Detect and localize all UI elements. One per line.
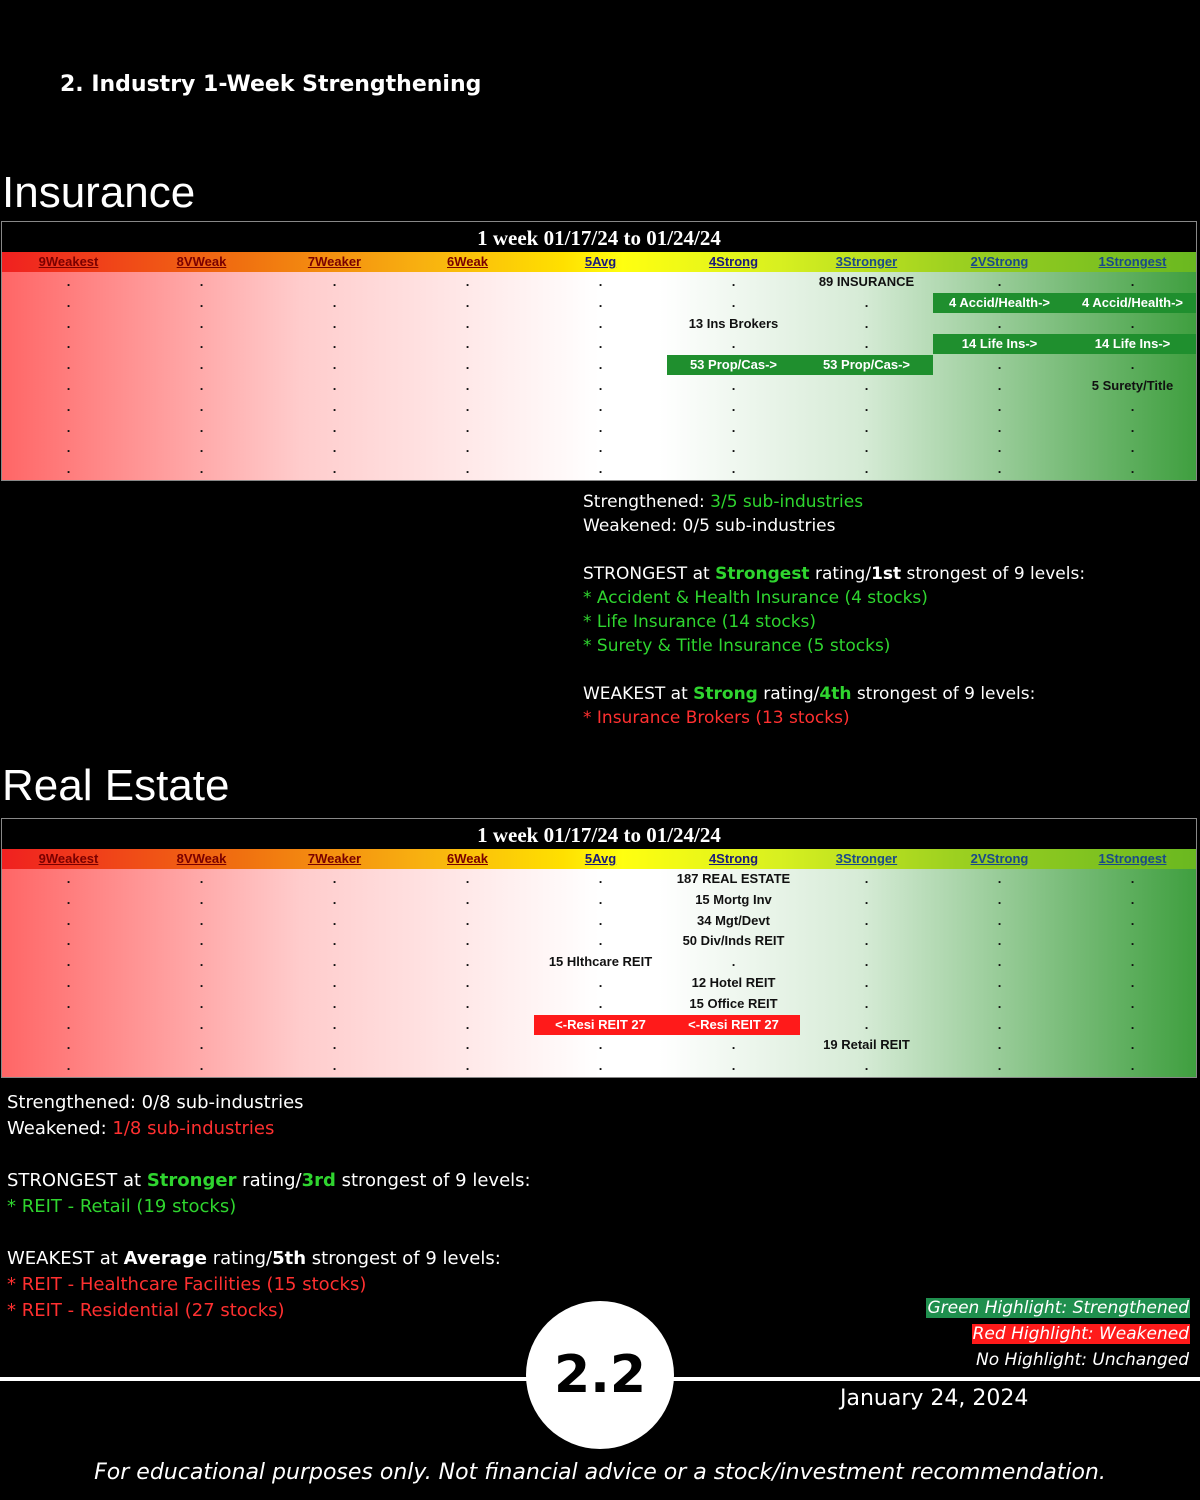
empty-cell: . [1130, 954, 1135, 970]
empty-cell: . [332, 357, 337, 373]
empty-cell: . [465, 378, 470, 393]
realestate-weakest-line: WEAKEST at Average rating/5th strongest of 9 levels: [7, 1248, 501, 1269]
industry-cell: 12 Hotel REIT [691, 975, 776, 990]
empty-cell: . [1130, 440, 1135, 456]
realestate-cells [2, 869, 1196, 1078]
empty-cell: . [332, 891, 337, 907]
empty-cell: . [1130, 274, 1135, 289]
legend-green: Green Highlight: Strengthened [927, 1298, 1189, 1318]
empty-cell: . [199, 357, 204, 373]
empty-cell: . [332, 336, 337, 352]
empty-cell: . [864, 419, 869, 435]
level-header-6weak: 6Weak [447, 851, 488, 866]
industry-cell: 34 Mgt/Devt [697, 912, 770, 928]
empty-cell: . [465, 912, 470, 928]
empty-cell: . [997, 461, 1002, 477]
empty-cell: . [864, 294, 869, 310]
empty-cell: . [864, 378, 869, 393]
industry-cell: 89 INSURANCE [818, 274, 915, 289]
empty-cell: . [997, 398, 1002, 414]
realestate-grid-title: 1 week 01/17/24 to 01/24/24 [2, 819, 1196, 849]
empty-cell: . [864, 1058, 869, 1074]
empty-cell: . [997, 419, 1002, 435]
insurance-level-header [2, 252, 1196, 272]
empty-cell: . [199, 461, 204, 477]
empty-cell: . [731, 336, 736, 352]
empty-cell: . [864, 336, 869, 352]
level-header-2vstrong: 2VStrong [970, 254, 1029, 269]
empty-cell: . [332, 461, 337, 477]
empty-cell: . [997, 440, 1002, 456]
empty-cell: . [66, 1037, 71, 1053]
insurance-strongest-line: STRONGEST at Strongest rating/1st strongest of 9 levels: [583, 564, 1086, 584]
empty-cell: . [465, 357, 470, 373]
industry-cell: 4 Accid/Health-> [933, 293, 1066, 313]
empty-cell: . [864, 461, 869, 477]
empty-cell: . [864, 398, 869, 414]
empty-cell: . [199, 336, 204, 352]
realestate-strengthened-line: Strengthened: 0/8 sub-industries [7, 1092, 304, 1113]
empty-cell: . [199, 378, 204, 393]
empty-cell: . [598, 1058, 603, 1074]
empty-cell: . [199, 891, 204, 907]
empty-cell: . [199, 871, 204, 886]
level-header-1strongest: 1Strongest [1098, 851, 1167, 866]
realestate-grid [1, 818, 1197, 1078]
insurance-section-title: Insurance [2, 168, 196, 217]
industry-cell: 15 Office REIT [689, 995, 778, 1011]
industry-cell: <-Resi REIT 27 [534, 1015, 667, 1035]
empty-cell: . [864, 933, 869, 949]
realestate-notes [7, 1090, 531, 1324]
empty-cell: . [864, 975, 869, 990]
empty-cell: . [864, 440, 869, 456]
empty-cell: . [66, 975, 71, 990]
level-header-4strong: 4Strong [708, 851, 759, 866]
realestate-weakened-value: 1/8 sub-industries [112, 1118, 275, 1139]
industry-cell: 13 Ins Brokers [688, 315, 779, 331]
level-header-5avg: 5Avg [584, 254, 617, 269]
empty-cell: . [199, 954, 204, 970]
empty-cell: . [66, 398, 71, 414]
empty-cell: . [465, 1058, 470, 1074]
empty-cell: . [465, 975, 470, 990]
level-header-9weakest: 9Weakest [38, 851, 99, 866]
empty-cell: . [731, 440, 736, 456]
empty-cell: . [332, 1037, 337, 1053]
level-header-6weak: 6Weak [447, 254, 488, 269]
empty-cell: . [997, 274, 1002, 289]
empty-cell: . [332, 1016, 337, 1032]
empty-cell: . [66, 1058, 71, 1074]
empty-cell: . [598, 419, 603, 435]
empty-cell: . [465, 274, 470, 289]
empty-cell: . [997, 871, 1002, 886]
empty-cell: . [332, 294, 337, 310]
empty-cell: . [1130, 995, 1135, 1011]
empty-cell: . [465, 1016, 470, 1032]
empty-cell: . [1130, 419, 1135, 435]
empty-cell: . [598, 995, 603, 1011]
empty-cell: . [66, 336, 71, 352]
level-header-9weakest: 9Weakest [38, 254, 99, 269]
page-heading: 2. Industry 1-Week Strengthening [60, 72, 482, 97]
level-header-8vweak: 8VWeak [176, 851, 227, 866]
level-header-3stronger: 3Stronger [835, 851, 898, 866]
realestate-weakest-item: * REIT - Residential (27 stocks) [7, 1300, 285, 1321]
level-header-5avg: 5Avg [584, 851, 617, 866]
insurance-weakest-item: * Insurance Brokers (13 stocks) [583, 708, 850, 728]
empty-cell: . [66, 294, 71, 310]
empty-cell: . [598, 357, 603, 373]
empty-cell: . [997, 954, 1002, 970]
level-header-8vweak: 8VWeak [176, 254, 227, 269]
level-header-7weaker: 7Weaker [307, 851, 362, 866]
empty-cell: . [1130, 891, 1135, 907]
insurance-weakest-line: WEAKEST at Strong rating/4th strongest of 9 levels: [583, 684, 1036, 704]
insurance-strengthened-line: Strengthened: 3/5 sub-industries [583, 492, 864, 512]
empty-cell: . [332, 954, 337, 970]
industry-cell: 50 Div/Inds REIT [682, 933, 785, 949]
empty-cell: . [66, 912, 71, 928]
empty-cell: . [598, 336, 603, 352]
insurance-strongest-item: * Accident & Health Insurance (4 stocks) [583, 588, 928, 608]
empty-cell: . [1130, 933, 1135, 949]
empty-cell: . [1130, 912, 1135, 928]
empty-cell: . [332, 315, 337, 331]
empty-cell: . [66, 461, 71, 477]
industry-cell: 53 Prop/Cas-> [800, 355, 933, 375]
empty-cell: . [332, 398, 337, 414]
empty-cell: . [66, 419, 71, 435]
empty-cell: . [332, 912, 337, 928]
empty-cell: . [864, 1016, 869, 1032]
empty-cell: . [66, 440, 71, 456]
empty-cell: . [1130, 871, 1135, 886]
empty-cell: . [997, 315, 1002, 331]
empty-cell: . [731, 294, 736, 310]
empty-cell: . [864, 315, 869, 331]
insurance-notes [583, 490, 1085, 730]
realestate-strongest-item: * REIT - Retail (19 stocks) [7, 1196, 237, 1217]
empty-cell: . [598, 294, 603, 310]
empty-cell: . [864, 891, 869, 907]
empty-cell: . [598, 440, 603, 456]
empty-cell: . [598, 274, 603, 289]
empty-cell: . [1130, 975, 1135, 990]
empty-cell: . [997, 378, 1002, 393]
empty-cell: . [598, 461, 603, 477]
industry-cell: 187 REAL ESTATE [676, 871, 791, 886]
empty-cell: . [199, 1058, 204, 1074]
empty-cell: . [332, 274, 337, 289]
empty-cell: . [199, 440, 204, 456]
empty-cell: . [598, 912, 603, 928]
insurance-cells [2, 272, 1196, 481]
empty-cell: . [731, 1058, 736, 1074]
industry-cell: <-Resi REIT 27 [667, 1015, 800, 1035]
empty-cell: . [465, 933, 470, 949]
level-header-3stronger: 3Stronger [835, 254, 898, 269]
empty-cell: . [332, 975, 337, 990]
empty-cell: . [332, 378, 337, 393]
empty-cell: . [465, 1037, 470, 1053]
page-number-badge: 2.2 [526, 1301, 674, 1449]
empty-cell: . [731, 1037, 736, 1053]
legend-none: No Highlight: Unchanged [976, 1350, 1189, 1370]
empty-cell: . [864, 871, 869, 886]
empty-cell: . [199, 995, 204, 1011]
empty-cell: . [465, 995, 470, 1011]
empty-cell: . [997, 912, 1002, 928]
industry-cell: 19 Retail REIT [823, 1037, 910, 1053]
empty-cell: . [997, 995, 1002, 1011]
level-header-2vstrong: 2VStrong [970, 851, 1029, 866]
industry-cell: 4 Accid/Health-> [1066, 293, 1197, 313]
empty-cell: . [199, 315, 204, 331]
empty-cell: . [731, 274, 736, 289]
empty-cell: . [598, 1037, 603, 1053]
empty-cell: . [66, 995, 71, 1011]
highlight-legend [926, 1295, 1190, 1373]
report-date: January 24, 2024 [840, 1386, 1029, 1411]
empty-cell: . [598, 378, 603, 393]
empty-cell: . [1130, 357, 1135, 373]
empty-cell: . [66, 954, 71, 970]
empty-cell: . [332, 1058, 337, 1074]
empty-cell: . [332, 995, 337, 1011]
empty-cell: . [1130, 315, 1135, 331]
empty-cell: . [997, 357, 1002, 373]
empty-cell: . [598, 871, 603, 886]
empty-cell: . [731, 954, 736, 970]
level-header-4strong: 4Strong [708, 254, 759, 269]
realestate-weakest-item: * REIT - Healthcare Facilities (15 stocks) [7, 1274, 367, 1295]
empty-cell: . [1130, 1058, 1135, 1074]
empty-cell: . [997, 975, 1002, 990]
empty-cell: . [66, 891, 71, 907]
industry-cell: 14 Life Ins-> [1066, 334, 1197, 354]
industry-cell: 5 Surety/Title [1091, 378, 1174, 393]
empty-cell: . [199, 1016, 204, 1032]
empty-cell: . [864, 954, 869, 970]
empty-cell: . [199, 912, 204, 928]
level-header-7weaker: 7Weaker [307, 254, 362, 269]
empty-cell: . [332, 933, 337, 949]
empty-cell: . [465, 440, 470, 456]
insurance-strongest-item: * Surety & Title Insurance (5 stocks) [583, 636, 891, 656]
insurance-grid-title: 1 week 01/17/24 to 01/24/24 [2, 222, 1196, 252]
empty-cell: . [199, 274, 204, 289]
empty-cell: . [465, 398, 470, 414]
empty-cell: . [66, 378, 71, 393]
empty-cell: . [465, 315, 470, 331]
disclaimer: For educational purposes only. Not financial advice or a stock/investment recommendation. [94, 1460, 1106, 1485]
industry-cell: 14 Life Ins-> [933, 334, 1066, 354]
empty-cell: . [199, 419, 204, 435]
empty-cell: . [465, 954, 470, 970]
industry-cell: 15 Mortg Inv [695, 891, 772, 907]
empty-cell: . [997, 1058, 1002, 1074]
empty-cell: . [66, 1016, 71, 1032]
empty-cell: . [66, 871, 71, 886]
empty-cell: . [465, 891, 470, 907]
empty-cell: . [332, 871, 337, 886]
level-header-1strongest: 1Strongest [1098, 254, 1167, 269]
empty-cell: . [465, 871, 470, 886]
empty-cell: . [465, 419, 470, 435]
industry-cell: 15 Hlthcare REIT [548, 954, 653, 970]
empty-cell: . [598, 975, 603, 990]
empty-cell: . [997, 933, 1002, 949]
empty-cell: . [864, 995, 869, 1011]
empty-cell: . [332, 419, 337, 435]
empty-cell: . [66, 315, 71, 331]
empty-cell: . [598, 891, 603, 907]
legend-red: Red Highlight: Weakened [972, 1324, 1189, 1344]
insurance-grid [1, 221, 1197, 481]
empty-cell: . [731, 378, 736, 393]
empty-cell: . [997, 1016, 1002, 1032]
empty-cell: . [731, 398, 736, 414]
empty-cell: . [1130, 461, 1135, 477]
empty-cell: . [1130, 1037, 1135, 1053]
realestate-level-header [2, 849, 1196, 869]
empty-cell: . [598, 398, 603, 414]
empty-cell: . [66, 933, 71, 949]
realestate-weakened-line: Weakened: 1/8 sub-industries [7, 1118, 275, 1139]
empty-cell: . [199, 1037, 204, 1053]
empty-cell: . [199, 294, 204, 310]
empty-cell: . [465, 461, 470, 477]
empty-cell: . [1130, 398, 1135, 414]
empty-cell: . [997, 1037, 1002, 1053]
empty-cell: . [66, 357, 71, 373]
empty-cell: . [199, 933, 204, 949]
empty-cell: . [731, 419, 736, 435]
empty-cell: . [199, 398, 204, 414]
empty-cell: . [598, 315, 603, 331]
insurance-strengthened-value: 3/5 sub-industries [710, 492, 864, 512]
empty-cell: . [465, 294, 470, 310]
empty-cell: . [332, 440, 337, 456]
insurance-strongest-item: * Life Insurance (14 stocks) [583, 612, 817, 632]
empty-cell: . [598, 933, 603, 949]
insurance-weakened-line: Weakened: 0/5 sub-industries [583, 516, 836, 536]
realestate-section-title: Real Estate [2, 761, 230, 810]
empty-cell: . [465, 336, 470, 352]
empty-cell: . [199, 975, 204, 990]
empty-cell: . [1130, 1016, 1135, 1032]
empty-cell: . [731, 461, 736, 477]
empty-cell: . [66, 274, 71, 289]
empty-cell: . [864, 912, 869, 928]
realestate-strongest-line: STRONGEST at Stronger rating/3rd strongest of 9 levels: [7, 1170, 531, 1191]
industry-cell: 53 Prop/Cas-> [667, 355, 800, 375]
empty-cell: . [997, 891, 1002, 907]
